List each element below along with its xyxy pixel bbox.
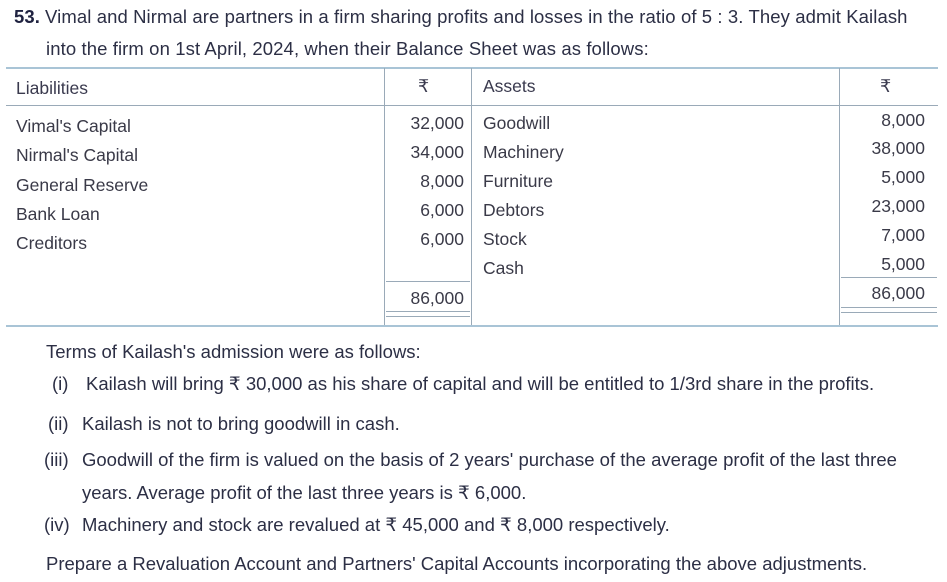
term-item <box>52 373 874 395</box>
liability-amount: 32,000 <box>410 113 464 133</box>
question-line-2: into the firm on 1st April, 2024, when their Balance Sheet was as follows: <box>46 38 649 59</box>
asset-name: Stock <box>483 229 527 249</box>
asset-amount: 8,000 <box>881 110 925 130</box>
assets-total: 86,000 <box>871 283 925 303</box>
question-line-1 <box>14 6 908 28</box>
col-divider-1 <box>384 68 385 325</box>
terms-intro: Terms of Kailash's admission were as follows: <box>46 341 421 362</box>
liability-name: Vimal's Capital <box>16 116 131 136</box>
header-rupee-1: ₹ <box>418 76 430 96</box>
question-number: 53. <box>14 6 41 27</box>
liability-total-underline-2 <box>386 316 470 317</box>
term-item <box>48 413 400 435</box>
header-assets: Assets <box>483 76 536 96</box>
header-liabilities: Liabilities <box>16 78 88 98</box>
term-text: Kailash will bring ₹ 30,000 as his share of capital and will be entitled to 1/3rd share in the profits. <box>86 373 875 394</box>
asset-total-underline-1 <box>841 307 937 308</box>
term-label: (ii) <box>48 413 69 434</box>
asset-total-top-line <box>841 277 937 278</box>
liability-amount: 6,000 <box>420 200 464 220</box>
term-item <box>44 449 897 471</box>
asset-amount: 38,000 <box>871 138 925 158</box>
asset-amount: 7,000 <box>881 225 925 245</box>
table-bottom-rule <box>6 325 938 327</box>
term-continuation: years. Average profit of the last three years is ₹ 6,000. <box>82 482 527 503</box>
asset-amount: 23,000 <box>871 196 925 216</box>
liability-name: Nirmal's Capital <box>16 145 138 165</box>
asset-name: Debtors <box>483 200 545 220</box>
liabilities-total: 86,000 <box>410 288 464 308</box>
asset-name: Furniture <box>483 171 554 191</box>
asset-amount: 5,000 <box>881 254 925 274</box>
term-text: Machinery and stock are revalued at ₹ 45,000 and ₹ 8,000 respectively. <box>82 514 670 535</box>
term-text: Kailash is not to bring goodwill in cash. <box>82 413 400 434</box>
term-item <box>44 514 670 536</box>
header-rupee-2: ₹ <box>880 76 892 96</box>
liability-name: Creditors <box>16 233 87 253</box>
term-label: (i) <box>52 373 69 394</box>
table-top-rule <box>6 67 938 69</box>
col-divider-2 <box>471 68 472 325</box>
header-bottom-rule <box>6 105 938 106</box>
asset-name: Machinery <box>483 142 564 162</box>
asset-name: Goodwill <box>483 113 551 133</box>
liability-total-underline-1 <box>386 311 470 312</box>
asset-total-underline-2 <box>841 312 937 313</box>
term-text: Goodwill of the firm is valued on the basis of 2 years' purchase of the average profit of the last three <box>82 449 897 470</box>
liability-name: General Reserve <box>16 175 149 195</box>
term-label: (iv) <box>44 514 70 535</box>
liability-total-top-line <box>386 281 470 282</box>
question-text-1: Vimal and Nirmal are partners in a firm sharing profits and losses in the ratio of 5 : 3. They admit Kailash <box>45 6 908 27</box>
liability-name: Bank Loan <box>16 204 100 224</box>
liability-amount: 34,000 <box>410 142 464 162</box>
instruction: Prepare a Revaluation Account and Partners' Capital Accounts incorporating the above adjustments. <box>46 553 868 574</box>
asset-name: Cash <box>483 258 524 278</box>
term-label: (iii) <box>44 449 69 470</box>
liability-amount: 6,000 <box>420 229 464 249</box>
asset-amount: 5,000 <box>881 167 925 187</box>
liability-amount: 8,000 <box>420 171 464 191</box>
